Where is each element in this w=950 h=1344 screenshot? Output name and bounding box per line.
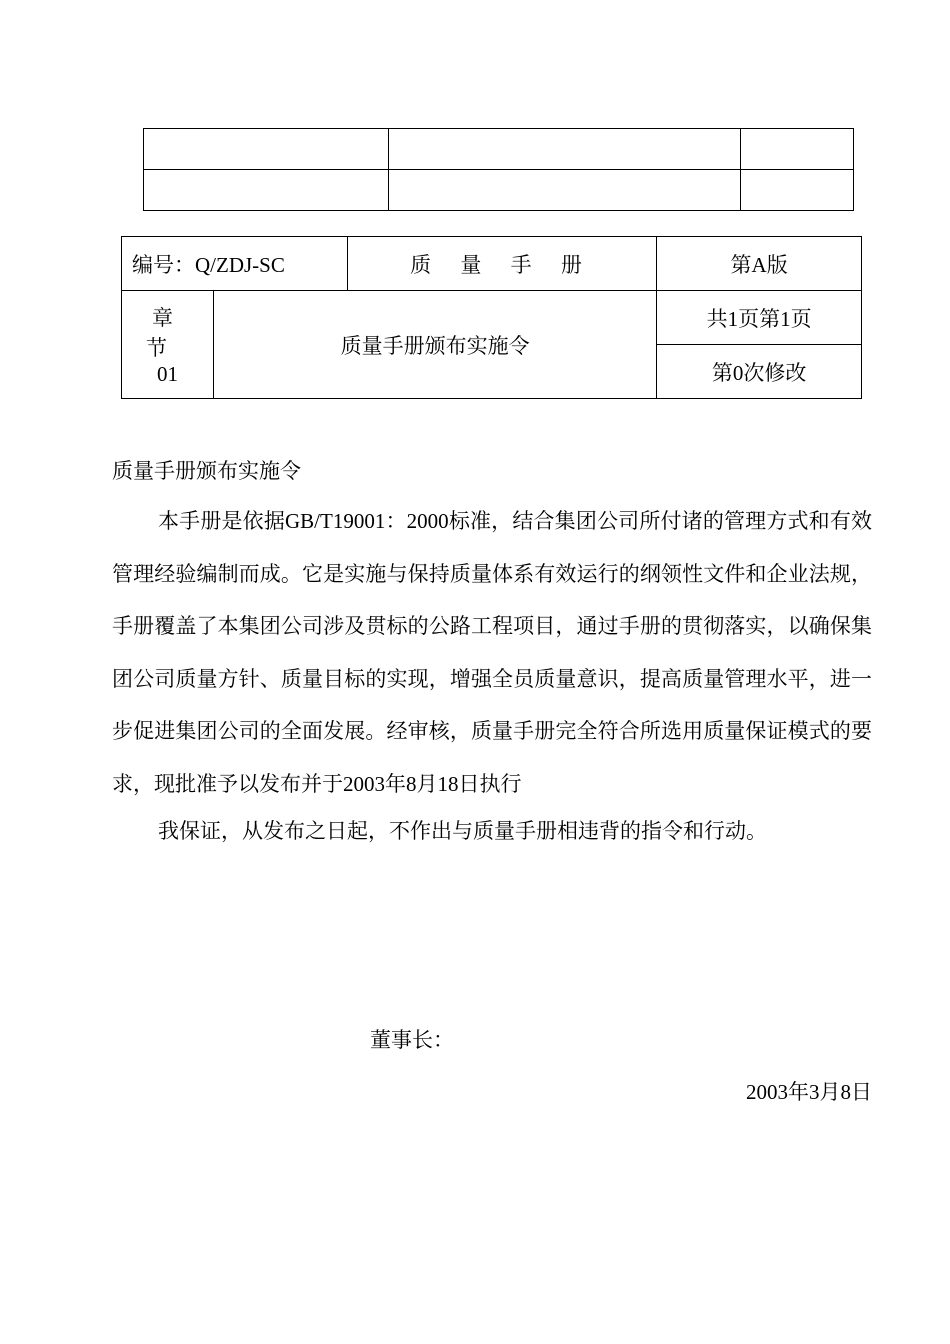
commitment-paragraph: 我保证，从发布之日起，不作出与质量手册相违背的指令和行动。 (158, 819, 767, 843)
doc-code: 编号：Q/ZDJ-SC (122, 237, 348, 291)
empty-cell (741, 129, 854, 170)
section-title: 质量手册颁布实施令 (213, 291, 656, 399)
table-row (122, 237, 862, 291)
signature-label: 董事长： (370, 1028, 454, 1052)
table-row (144, 170, 854, 211)
page-count: 共1页第1页 (657, 291, 862, 345)
body-paragraph: 本手册是依据GB/T19001：2000标准，结合集团公司所付诸的管理方式和有效管理经验编制而成。它是实施与保持质量体系有效运行的纲领性文件和企业法规，手册覆盖了本集团公司涉及贯标的公路工程项目，通过手册的贯彻落实，以确保集团公司质量方针、质量目标的实现，增强全员质量意识，提高质量管理水平，进一步促进集团公司的全面发展。经审核，质量手册完全符合所选用质量保证模式的要求，现批准予以发布并于2003年8月18日执行 (112, 509, 872, 796)
edition: 第A版 (657, 237, 862, 291)
manual-title: 质 量 手 册 (347, 237, 657, 291)
chapter-number: 01 (156, 362, 178, 386)
table-row (122, 291, 862, 345)
issue-date: 2003年3月8日 (746, 1080, 872, 1104)
empty-cell (144, 170, 389, 211)
revision: 第0次修改 (657, 345, 862, 399)
top-empty-table (143, 128, 854, 211)
empty-cell (388, 129, 741, 170)
document-header-table (121, 236, 862, 399)
body-heading: 质量手册颁布实施令 (112, 459, 301, 483)
empty-cell (741, 170, 854, 211)
empty-cell (144, 129, 389, 170)
table-row (144, 129, 854, 170)
chapter-cell (122, 291, 214, 399)
empty-cell (388, 170, 741, 211)
chapter-label: 章 节 (145, 306, 195, 360)
